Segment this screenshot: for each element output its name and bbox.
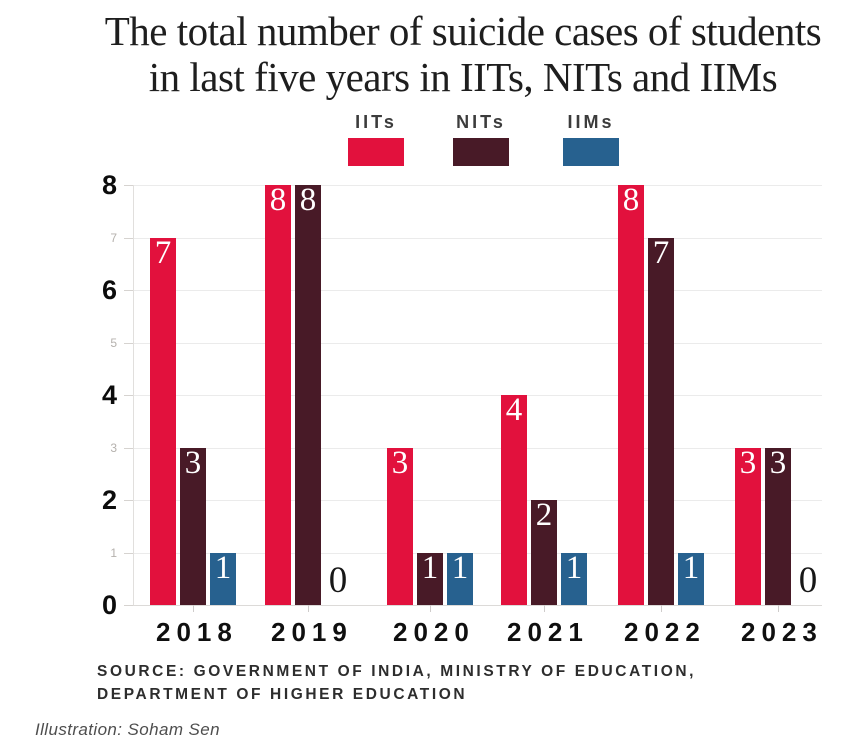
bar-value-label: 7 [154, 234, 172, 271]
bar-value-label: 8 [269, 182, 287, 218]
y-axis-label-4: 4 [101, 380, 117, 410]
bar-nits-2022 [648, 234, 674, 606]
x-axis-line [133, 605, 822, 606]
bar-nits-2023 [765, 444, 791, 606]
chart-title [64, 8, 862, 101]
x-axis-tick [430, 605, 431, 612]
y-axis-tick [124, 290, 133, 291]
bar-value-label: 2 [535, 497, 553, 533]
legend-label-iits: IITs [355, 112, 397, 132]
source-line2: DEPARTMENT OF HIGHER EDUCATION [97, 686, 468, 703]
legend-label-nits: NITs [456, 112, 506, 132]
bar-iits-2021 [501, 392, 527, 605]
x-axis-tick [544, 605, 545, 612]
y-axis-tick [124, 605, 133, 606]
x-axis-tick [661, 605, 662, 612]
bar-value-label-zero: 0 [328, 560, 348, 601]
x-axis-label-2020: 2020 [393, 617, 475, 647]
y-axis-tick [124, 448, 133, 449]
bar-iits-2018 [150, 234, 176, 606]
bar-iims-2022 [678, 549, 704, 606]
legend-entry-iits [348, 112, 404, 166]
y-axis-label-8: 8 [101, 170, 117, 200]
y-axis-label-1: 1 [110, 545, 117, 560]
illustration-credit: Illustration: Soham Sen [35, 720, 220, 739]
bar-iims-2020 [447, 549, 473, 606]
x-axis-label-2018: 2018 [156, 617, 238, 647]
bar-iims-2018 [210, 549, 236, 606]
chart-title-line2: in last five years in IITs, NITs and IIMs [148, 54, 778, 101]
bar-value-label: 3 [391, 444, 409, 481]
bar-value-label: 3 [769, 444, 787, 481]
bar-value-label: 4 [505, 392, 523, 428]
y-axis-label-0: 0 [101, 590, 117, 620]
legend-swatch-nits [453, 138, 509, 166]
x-axis-label-2022: 2022 [624, 617, 706, 647]
y-axis-label-2: 2 [101, 485, 117, 515]
gridline [133, 238, 822, 239]
y-axis-tick [124, 185, 133, 186]
bar-iims-2021 [561, 549, 587, 606]
bar-value-label-zero: 0 [798, 560, 818, 601]
y-axis-label-7: 7 [110, 230, 117, 245]
bar-value-label: 1 [451, 549, 469, 586]
x-axis-tick [308, 605, 309, 612]
y-axis-tick [124, 395, 133, 396]
legend-swatch-iims [563, 138, 619, 166]
gridline [133, 185, 822, 186]
bar-nits-2021 [531, 497, 557, 605]
bar-value-label: 3 [739, 444, 757, 481]
gridline [133, 395, 822, 396]
y-axis-label-5: 5 [110, 335, 117, 350]
bar-value-label: 8 [299, 182, 317, 218]
gridline [133, 448, 822, 449]
x-axis-label-2019: 2019 [271, 617, 353, 647]
x-axis-tick [778, 605, 779, 612]
bar-value-label: 8 [622, 182, 640, 218]
gridline [133, 500, 822, 501]
gridline [133, 343, 822, 344]
bar-value-label: 7 [652, 234, 670, 271]
bar-iits-2020 [387, 444, 413, 606]
legend-entry-iims [563, 112, 619, 166]
bar-value-label: 1 [682, 549, 700, 586]
bar-nits-2018 [180, 444, 206, 606]
bar-value-label: 1 [565, 549, 583, 586]
bar-value-label: 1 [421, 549, 439, 586]
legend-label-iims: IIMs [567, 112, 615, 132]
y-axis-line [133, 185, 134, 605]
source-line1: SOURCE: GOVERNMENT OF INDIA, MINISTRY OF EDUCATION, [97, 663, 697, 680]
y-axis-tick [124, 343, 133, 344]
y-axis-tick [124, 238, 133, 239]
x-axis-tick [193, 605, 194, 612]
y-axis-label-3: 3 [110, 440, 117, 455]
bar-value-label: 1 [214, 549, 232, 586]
bar-iits-2022 [618, 182, 644, 605]
bar-value-label: 3 [184, 444, 202, 481]
x-axis-label-2023: 2023 [741, 617, 823, 647]
gridline [133, 553, 822, 554]
y-axis-tick [124, 500, 133, 501]
bar-iits-2023 [735, 444, 761, 606]
y-axis-label-6: 6 [101, 275, 117, 305]
chart-title-line1: The total number of suicide cases of students [104, 8, 822, 54]
x-axis-label-2021: 2021 [507, 617, 589, 647]
bar-nits-2020 [417, 549, 443, 606]
gridline [133, 290, 822, 291]
source-note [97, 660, 696, 706]
bar-iits-2019 [265, 182, 291, 605]
y-axis-tick [124, 553, 133, 554]
bar-nits-2019 [295, 182, 321, 605]
legend-entry-nits [453, 112, 509, 166]
legend-swatch-iits [348, 138, 404, 166]
